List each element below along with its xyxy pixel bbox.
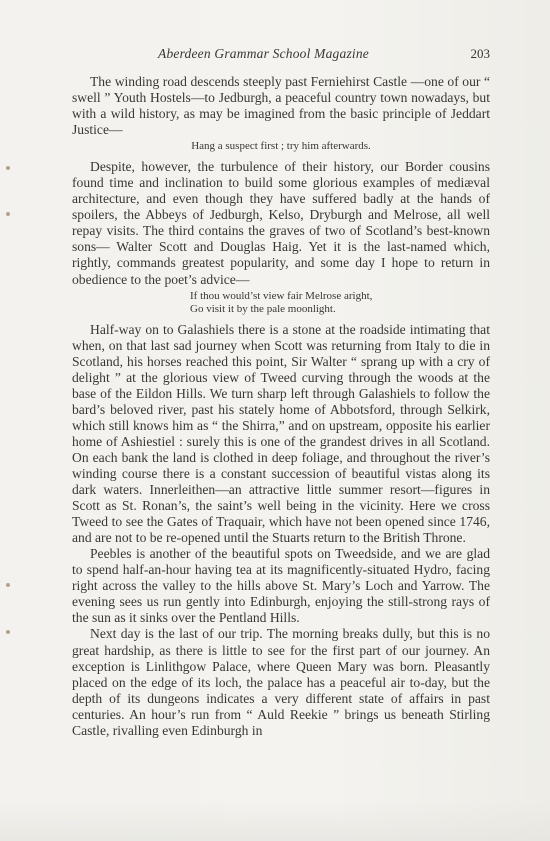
page-header (72, 46, 490, 64)
paragraph: Despite, however, the turbulence of their history, our Border cousins found time and inclination to build some glorious examples of mediæval architecture, and even though they have suffered badly at the hands of spoilers, the Abbeys of Jedburgh, Kelso, Dryburgh and Melrose, all well repay visits. The third contains the graves of two of Scotland’s best-known sons— Walter Scott and Douglas Haig. Yet it is the last-named which, rightly, commands greatest popularity, and some day I hope to return in obedience to the poet’s advice— (72, 159, 490, 287)
paragraph: The winding road descends steeply past Ferniehirst Castle —one of our “ swell ” Youth Hostels—to Jedburgh, a peaceful country town nowadays, but with a wild history, as may be imagined from the basic principle of Jeddart Justice— (72, 74, 490, 138)
article-body (72, 74, 490, 739)
verse-quote (72, 140, 490, 153)
paragraph: Next day is the last of our trip. The morning breaks dully, but this is no great hardship, as there is little to see for the first part of our journey. An exception is Linlithgow Palace, where Queen Mary was born. Pleasantly placed on the edge of its loch, the palace has a peaceful air to-day, but the depth of its dungeons indicates a very different state of affairs in past centuries. An hour’s run from “ Auld Reekie ” brings us beneath Stirling Castle, rivalling even Edinburgh in (72, 626, 490, 738)
verse-quote (72, 290, 490, 316)
margin-mark (6, 630, 10, 634)
margin-mark (6, 166, 10, 170)
verse-line: Hang a suspect first ; try him afterwards. (191, 140, 371, 153)
margin-mark (6, 212, 10, 216)
paragraph: Peebles is another of the beautiful spots on Tweedside, and we are glad to spend half-an-hour having tea at its magnificently-situated Hydro, facing right across the valley to the hills above St. Mary’s Loch and Yarrow. The evening sees us run gently into Edinburgh, enjoying the still-strong rays of the sun as it sinks over the Pentland Hills. (72, 546, 490, 626)
page-bottom-shade (0, 799, 550, 841)
verse-line: If thou would’st view fair Melrose aright, (190, 289, 373, 302)
verse-line: Go visit it by the pale moonlight. (190, 302, 336, 315)
margin-mark (6, 583, 10, 587)
running-title: Aberdeen Grammar School Magazine (158, 46, 369, 61)
page-number: 203 (470, 46, 490, 61)
paragraph: Half-way on to Galashiels there is a stone at the roadside intimating that when, on that last sad journey when Scott was returning from Italy to die in Scotland, his horses reached this point, Sir Walter “ sprang up with a cry of delight ” at the glorious view of Tweed curving through the woods at the base of the Eildon Hills. We turn sharp left through Galashiels to follow the bard’s beloved river, past his stately home of Abbotsford, through Selkirk, which still knows him as “ the Shirra,” and on upstream, opposite his earlier home of Ashiestiel : surely this is one of the grandest drives in all Scotland. On each bank the land is clothed in deep foliage, and throughout the river’s winding course there is a constant succession of beautiful vistas along its dark waters. Innerleithen—an attractive little summer resort—figures in Scott as St. Ronan’s, the saint’s well being in the vicinity. Here we cross Tweed to see the Gates of Traquair, which have not been opened since 1746, and are not to be re-opened until the Stuarts return to the British Throne. (72, 321, 490, 546)
